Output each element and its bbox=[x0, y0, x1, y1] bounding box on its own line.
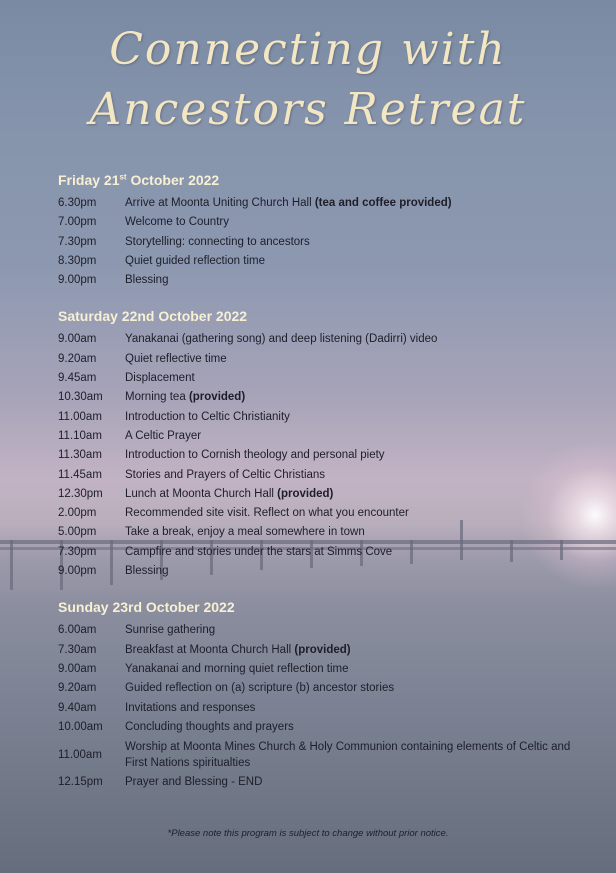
activity: Stories and Prayers of Celtic Christians bbox=[125, 468, 326, 481]
activity-text: Arrive at Moonta Uniting Church Hall bbox=[125, 197, 315, 209]
day-heading bbox=[58, 170, 578, 190]
time: 8.30pm bbox=[58, 254, 97, 267]
schedule-row bbox=[58, 369, 578, 388]
activity: Blessing bbox=[125, 565, 169, 578]
time: 7.30pm bbox=[58, 235, 97, 248]
schedule-row bbox=[58, 562, 578, 581]
activity-text: Morning tea bbox=[125, 391, 189, 404]
activity: Introduction to Cornish theology and personal piety bbox=[125, 449, 385, 462]
activity: Yanakanai (gathering song) and deep listening (Dadirri) video bbox=[125, 333, 438, 346]
activity bbox=[125, 194, 578, 213]
schedule-row bbox=[58, 271, 578, 290]
time: 9.20am bbox=[58, 682, 97, 695]
activity-text: Breakfast at Moonta Church Hall bbox=[125, 643, 295, 656]
schedule-row bbox=[58, 660, 578, 679]
time: 9.40am bbox=[58, 701, 97, 714]
activity: Recommended site visit. Reflect on what you encounter bbox=[125, 507, 409, 520]
activity-note: (provided) bbox=[294, 643, 351, 656]
schedule-row bbox=[58, 252, 578, 271]
time: 12.30pm bbox=[58, 487, 103, 500]
activity: Prayer and Blessing - END bbox=[125, 776, 263, 789]
activity-note: (provided) bbox=[188, 391, 246, 404]
day-sunday bbox=[58, 597, 578, 792]
time: 12.15pm bbox=[58, 776, 103, 789]
time: 9.00am bbox=[58, 662, 97, 675]
day-heading: Saturday 22nd October 2022 bbox=[58, 308, 248, 325]
schedule-row bbox=[58, 773, 578, 792]
time: 6.00am bbox=[58, 624, 97, 637]
time: 9.00pm bbox=[58, 274, 97, 287]
time: 10.00am bbox=[58, 720, 103, 733]
time: 7.00pm bbox=[58, 216, 97, 229]
schedule-row bbox=[58, 350, 578, 369]
schedule-row bbox=[58, 718, 578, 737]
schedule-row bbox=[58, 233, 578, 252]
activity: Take a break, enjoy a meal somewhere in town bbox=[125, 526, 365, 539]
time: 2.00pm bbox=[58, 507, 97, 520]
activity-note: (tea and coffee provided) bbox=[314, 197, 452, 209]
title-line-2: Ancestors Retreat bbox=[89, 84, 527, 135]
activity: Quiet guided reflection time bbox=[125, 254, 265, 267]
activity: Yanakanai and morning quiet reflection time bbox=[125, 662, 349, 675]
disclaimer-note: *Please note this program is subject to change without prior notice. bbox=[167, 828, 449, 839]
activity: Worship at Moonta Mines Church & Holy Communion containing elements of Celtic and First Nations spiritualties bbox=[125, 741, 571, 770]
schedule-row bbox=[58, 504, 578, 523]
schedule-row bbox=[58, 446, 578, 465]
time: 9.45am bbox=[58, 372, 97, 385]
time: 9.00am bbox=[58, 333, 97, 346]
time: 5.00pm bbox=[58, 526, 97, 539]
time: 11.10am bbox=[58, 429, 102, 442]
schedule-row bbox=[58, 543, 578, 562]
schedule-row bbox=[58, 213, 578, 232]
schedule-row bbox=[58, 679, 578, 698]
time: 10.30am bbox=[58, 391, 103, 404]
schedule-row bbox=[58, 641, 578, 660]
activity: Displacement bbox=[125, 372, 195, 385]
schedule-row bbox=[58, 485, 578, 504]
time: 6.30pm bbox=[58, 197, 97, 209]
schedule-row bbox=[58, 523, 578, 542]
activity bbox=[125, 485, 578, 504]
time: 11.00am bbox=[58, 749, 102, 762]
activity: Invitations and responses bbox=[125, 701, 256, 714]
day-heading-text: Friday 21 bbox=[58, 172, 120, 188]
activity: Quiet reflective time bbox=[125, 352, 227, 365]
time: 11.45am bbox=[58, 468, 102, 481]
day-heading-sup: st bbox=[119, 172, 127, 182]
activity bbox=[125, 388, 578, 407]
day-friday bbox=[58, 170, 578, 290]
schedule-row bbox=[58, 699, 578, 718]
activity: Welcome to Country bbox=[125, 216, 229, 229]
schedule-row bbox=[58, 621, 578, 640]
schedule-row bbox=[58, 408, 578, 427]
schedule-row bbox=[58, 427, 578, 446]
activity: Guided reflection on (a) scripture (b) ancestor stories bbox=[125, 682, 395, 695]
activity-note: (provided) bbox=[277, 487, 334, 500]
activity: Campfire and stories under the stars at Simms Cove bbox=[125, 545, 393, 558]
activity: Blessing bbox=[125, 274, 169, 287]
title-line-1: Connecting with bbox=[109, 24, 507, 75]
activity: Sunrise gathering bbox=[125, 624, 216, 637]
time: 11.30am bbox=[58, 449, 102, 462]
activity: Storytelling: connecting to ancestors bbox=[125, 235, 310, 248]
day-saturday bbox=[58, 306, 578, 581]
page-title bbox=[0, 20, 616, 140]
activity: Introduction to Celtic Christianity bbox=[125, 410, 290, 423]
activity-text: Lunch at Moonta Church Hall bbox=[125, 487, 278, 500]
activity bbox=[125, 641, 578, 660]
activity: Concluding thoughts and prayers bbox=[125, 720, 294, 733]
day-heading: Sunday 23rd October 2022 bbox=[58, 599, 235, 616]
schedule-row bbox=[58, 194, 578, 213]
schedule-row bbox=[58, 388, 578, 407]
schedule-row bbox=[58, 737, 578, 773]
activity: A Celtic Prayer bbox=[125, 429, 202, 442]
day-heading-text-2: October 2022 bbox=[126, 172, 220, 188]
time: 9.00pm bbox=[58, 565, 97, 578]
time: 7.30am bbox=[58, 643, 97, 656]
schedule-row bbox=[58, 330, 578, 349]
program-schedule bbox=[58, 170, 578, 808]
time: 11.00am bbox=[58, 410, 102, 423]
schedule-row bbox=[58, 466, 578, 485]
time: 7.30pm bbox=[58, 545, 97, 558]
time: 9.20am bbox=[58, 352, 97, 365]
